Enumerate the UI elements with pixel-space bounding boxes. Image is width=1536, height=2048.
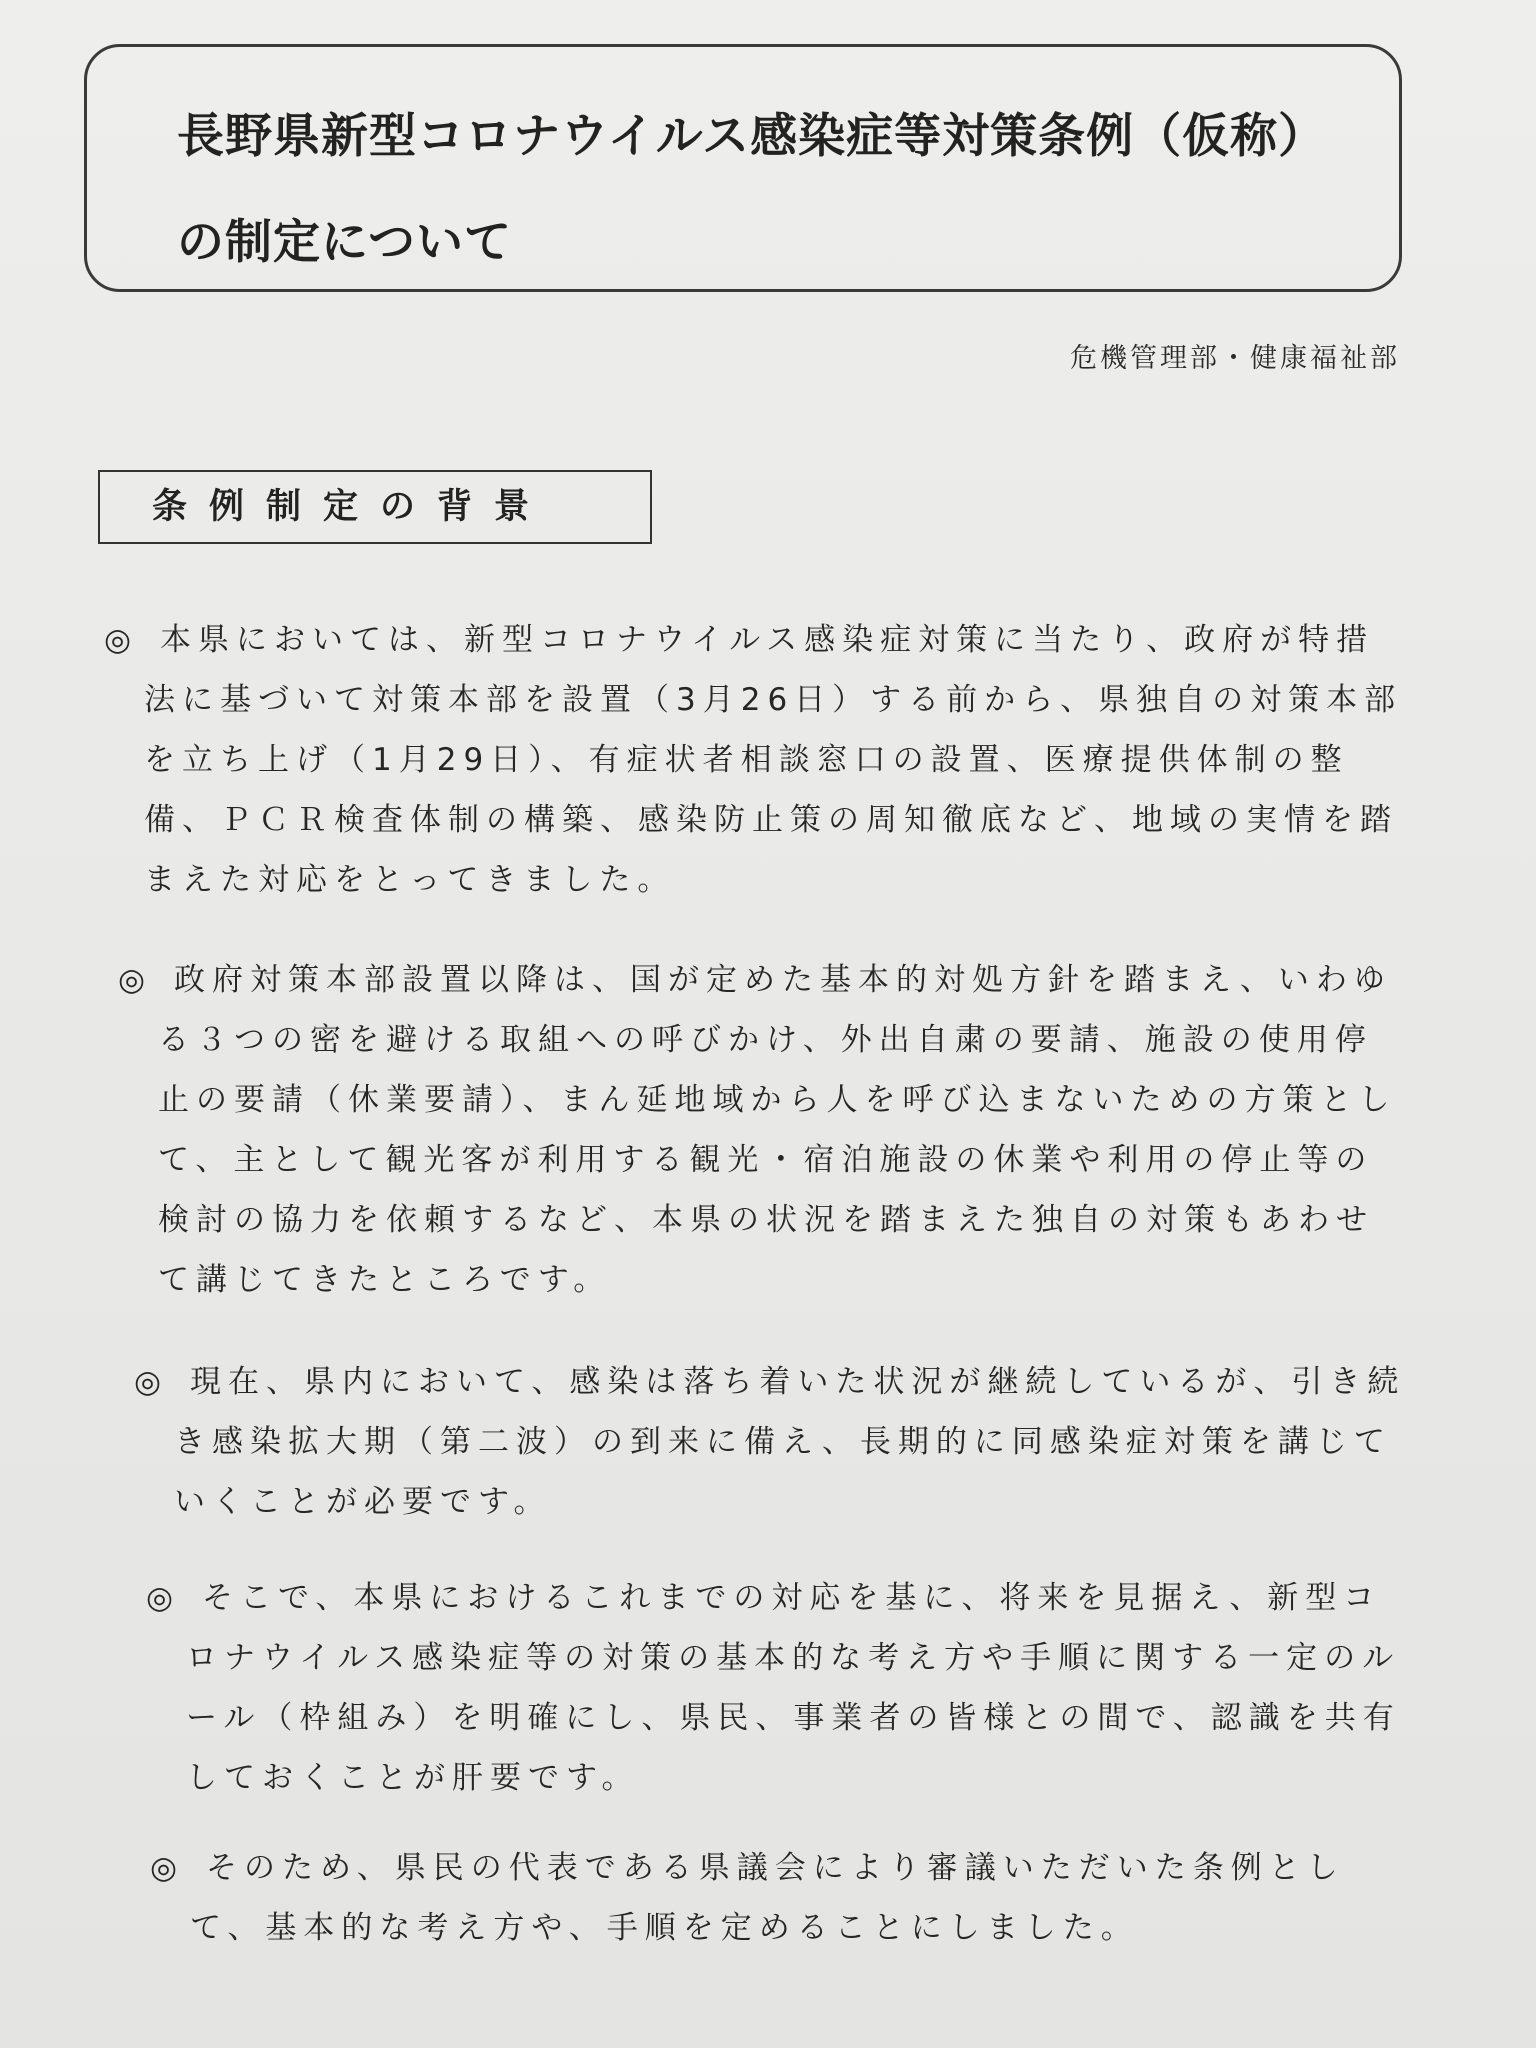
department-label: 危機管理部・健康福祉部 xyxy=(1070,343,1400,374)
paragraph-1 xyxy=(104,610,1410,910)
document-title-line-1: 長野県新型コロナウイルス感染症等対策条例（仮称） xyxy=(177,109,1327,164)
document-title-line-2: の制定について xyxy=(177,215,513,270)
paragraph-4 xyxy=(146,1568,1410,1808)
paragraph-text: そこで、本県におけるこれまでの対応を基に、将来を見据え、新型コロナウイルス感染症等の対策の基本的な考え方や手順に関する一定のルール（枠組み）を明確にし、県民、事業者の皆様との間で、認識を共有しておくことが肝要です。 xyxy=(186,1580,1401,1796)
bullet-mark-icon: ◎ xyxy=(150,1850,185,1886)
paragraph-5 xyxy=(150,1838,1410,1958)
paragraph-text: そのため、県民の代表である県議会により審議いただいた条例として、基本的な考え方や、手順を定めることにしました。 xyxy=(190,1850,1345,1946)
bullet-mark-icon: ◎ xyxy=(104,622,139,658)
bullet-mark-icon: ◎ xyxy=(146,1580,181,1616)
paragraph-text: 政府対策本部設置以降は、国が定めた基本的対処方針を踏まえ、いわゆる３つの密を避ける取組への呼びかけ、外出自粛の要請、施設の使用停止の要請（休業要請）、まん延地域から人を呼び込まないための方策として、主として観光客が利用する観光・宿泊施設の休業や利用の停止等の検討の協力を依頼するなど、本県の状況を踏まえた独自の対策もあわせて講じてきたところです。 xyxy=(158,962,1397,1298)
title-box xyxy=(84,44,1402,292)
paragraph-2 xyxy=(118,950,1410,1310)
bullet-mark-icon: ◎ xyxy=(118,962,153,998)
paragraph-text: 本県においては、新型コロナウイルス感染症対策に当たり、政府が特措法に基づいて対策本部を設置（3月26日）する前から、県独自の対策本部を立ち上げ（1月29日）、有症状者相談窓口の設置、医療提供体制の整備、ＰＣＲ検査体制の構築、感染防止策の周知徹底など、地域の実情を踏まえた対応をとってきました。 xyxy=(144,622,1403,898)
paragraph-3 xyxy=(134,1352,1410,1532)
section-heading: 条例制定の背景 xyxy=(98,470,652,544)
bullet-mark-icon: ◎ xyxy=(134,1364,169,1400)
paragraph-text: 現在、県内において、感染は落ち着いた状況が継続しているが、引き続き感染拡大期（第二波）の到来に備え、長期的に同感染症対策を講じていくことが必要です。 xyxy=(174,1364,1406,1520)
